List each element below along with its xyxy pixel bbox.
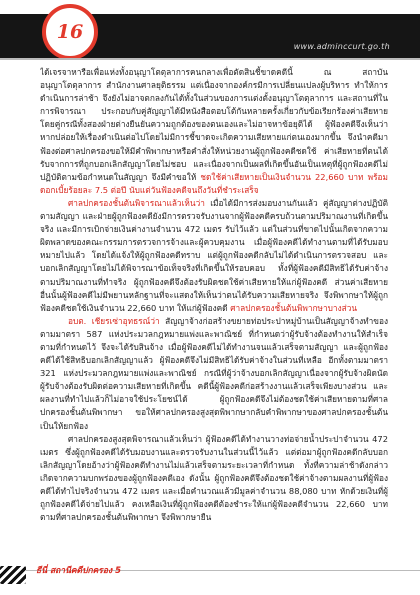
paragraph-1-text: ได้เจรจาหารือเพื่อแห่งทั้งอนุญาโตตุลาการคนกลางเพื่อตัดสินชี้ขาดคดีนี้ ณ สถาบันอนุญาโตตุลาการ สำนักงานศาลยุติธรรม แต่เนื่องจากองค์กรมีการเปลี่ยนแปลงผู้บริหาร ทำให้การดำเนินการล่าช้า จึงยังไม่อาจตกลงกันได้ทั้งในส่วนของการแต่งตั้งอนุญาโตตุลาการ และสถานที่ในการพิจารณา ประกอบกับคู่สัญญาได้มีหนังสือตอบโต้กันหลายครั้งเกี่ยวกับข้อเรียกร้องค่าเสียหาย โดยคู่กรณีทั้งสองฝ่ายต่างยืนยันความถูกต้องของตนเองและไม่อาจหาข้อยุติได้ ผู้ฟ้องคดีจึงเห็นว่าหากปล่อยให้เรื่องดำเนินต่อไปโดยไม่มีการชี้ขาดจะเกิดความเสียหายแก่ตนเองมากขึ้น จึงนำคดีมาฟ้องต่อศาลปกครองขอให้มีคำพิพากษาหรือคำสั่งให้หน่วยงานผู้ถูกฟ้องคดีชดใช้ xyxy=(40,67,388,156)
site-url[interactable]: www.adminccurt.go.th xyxy=(293,42,390,51)
paragraph-2 xyxy=(40,197,388,315)
paragraph-4 xyxy=(40,433,388,525)
paragraph-3 xyxy=(40,315,388,433)
striped-barrier-icon xyxy=(0,566,26,584)
page-header xyxy=(0,0,420,62)
page-number-badge xyxy=(42,4,98,60)
paragraph-4-text: ศาลปกครองสูงสุดพิจารณาแล้วเห็นว่า ผู้ฟ้องคดีได้ทำงานวางท่อจ่ายน้ำประปาจำนวน 472 เมตร ซึ่งผู้ถูกฟ้องคดีได้รับมอบงานและตรวจรับงานในส่วนนี้ไว้แล้ว แต่ต่อมาผู้ถูกฟ้องคดีกลับบอกเลิกสัญญาโดยอ้างว่าผู้ฟ้องคดีทำงานไม่แล้วเสร็จตามระยะเวลาที่กำหนด ทั้งที่ความล่าช้าดังกล่าวเกิดจากความบกพร่องของผู้ถูกฟ้องคดีเอง ดังนั้น ผู้ถูกฟ้องคดีจึงต้องชดใช้ค่าจ้างตามผลงานที่ผู้ฟ้องคดีได้ทำไปจริงจำนวน 472 เมตร และเมื่อคำนวณแล้วมีมูลค่าจำนวน 88,080 บาท หักด้วยเงินที่ผู้ถูกฟ้องคดีได้จ่ายไปแล้ว คงเหลือเงินที่ผู้ถูกฟ้องคดีต้องชำระให้แก่ผู้ฟ้องคดีจำนวน 22,660 บาท ตามที่ศาลปกครองชั้นต้นพิพากษา จึงพิพากษายืน xyxy=(40,433,388,523)
page-number: 16 xyxy=(56,21,84,43)
paragraph-2-text: เมื่อได้มีการส่งมอบงานกันแล้ว คู่สัญญาต่างปฏิบัติตามสัญญา และฝ่ายผู้ถูกฟ้องคดียังมีการตรวจรับงานจากผู้ฟ้องคดีครบถ้วนตามปริมาณงานที่เกิดขึ้นจริง และมีการเบิกจ่ายเงินค่างานจำนวน 472 เมตร รับไว้แล้ว แต่ในส่วนที่ขาดไปนั้นเกิดจากความผิดพลาดของคณะกรรมการตรวจการจ้างและผู้ควบคุมงาน เมื่อผู้ฟ้องคดีได้ทำงานตามที่ได้รับมอบหมายไปแล้ว โดยได้แจ้งให้ผู้ถูกฟ้องคดีทราบ แต่ผู้ถูกฟ้องคดีกลับไม่ได้ดำเนินการตรวจสอบ และบอกเลิกสัญญาโดยไม่ได้พิจารณาข้อเท็จจริงที่เกิดขึ้นให้รอบคอบ ทั้งที่ผู้ฟ้องคดีมีสิทธิได้รับค่าจ้างตามปริมาณงานที่ทำจริง ผู้ถูกฟ้องคดีจึงต้องรับผิดชดใช้ค่าเสียหายให้แก่ผู้ฟ้องคดี ส่วนค่าเสียหายอื่นนั้นผู้ฟ้องคดีไม่มีพยานหลักฐานที่จะแสดงให้เห็นว่าตนได้รับความเสียหายจริง จึงพิพากษาให้ผู้ถูกฟ้องคดีชดใช้เงินจำนวน 22,660 บาท ให้แก่ผู้ฟ้องคดี xyxy=(40,197,388,313)
paragraph-1 xyxy=(40,66,388,197)
first-instance-heading: ศาลปกครองชั้นต้นพิจารณาแล้วเห็นว่า xyxy=(68,197,205,208)
publication-title: ธีนี่ สถานีคดีปกครอง 5 xyxy=(36,566,122,576)
paragraph-1-text-b: ค่าเสียหายที่ตนได้รับจากการที่ถูกบอกเลิกสัญญาโดยไม่ชอบ และเนื่องจากเป็นผลที่เกิดขึ้นอันเป็นเหตุที่ผู้ถูกฟ้องคดีไม่ปฏิบัติตามข้อกำหนดในสัญญา จึงมีคำขอให้ xyxy=(40,145,388,182)
first-instance-verdict: ศาลปกครองชั้นต้นพิพากษาบางส่วน xyxy=(230,302,358,313)
claim-amount-highlight: ชดใช้ค่าเสียหายเป็นเงินจำนวน 22,660 บาท พร้อมดอกเบี้ยร้อยละ 7.5 ต่อปี นับแต่วันฟ้องคดีจนถึงวันที่ชำระเสร็จ xyxy=(40,171,388,195)
header-divider xyxy=(0,58,420,60)
paragraph-3-text: สัญญาจ้างก่อสร้างขยายท่อประปาหมู่บ้านเป็นสัญญาจ้างทำของตามมาตรา 587 แห่งประมวลกฎหมายแพ่งและพาณิชย์ ที่กำหนดว่าผู้รับจ้างต้องทำงานให้สำเร็จตามที่กำหนดไว้ จึงจะได้รับสินจ้าง เมื่อผู้ฟ้องคดีไม่ได้ทำงานจนแล้วเสร็จตามสัญญา และผู้ถูกฟ้องคดีได้ใช้สิทธิบอกเลิกสัญญาแล้ว ผู้ฟ้องคดีจึงไม่มีสิทธิได้รับค่าจ้างในส่วนที่เหลือ อีกทั้งตามมาตรา 321 แห่งประมวลกฎหมายแพ่งและพาณิชย์ กรณีที่ผู้ว่าจ้างบอกเลิกสัญญาเนื่องจากผู้รับจ้างผิดนัด ผู้รับจ้างต้องรับผิดต่อความเสียหายที่เกิดขึ้น คดีนี้ผู้ฟ้องคดีก่อสร้างงานแล้วเสร็จเพียงบางส่วน และผลงานที่ทำไปแล้วก็ไม่อาจใช้ประโยชน์ได้ ผู้ถูกฟ้องคดีจึงไม่ต้องชดใช้ค่าเสียหายตามที่ศาลปกครองชั้นต้นพิพากษา ขอให้ศาลปกครองสูงสุดพิพากษากลับคำพิพากษาของศาลปกครองชั้นต้นเป็นให้ยกฟ้อง xyxy=(40,315,388,431)
page-footer xyxy=(0,558,420,595)
article-body xyxy=(40,66,388,552)
appeal-heading: อบต. เชียรเซ่าอุทธรณ์ว่า xyxy=(68,315,160,326)
